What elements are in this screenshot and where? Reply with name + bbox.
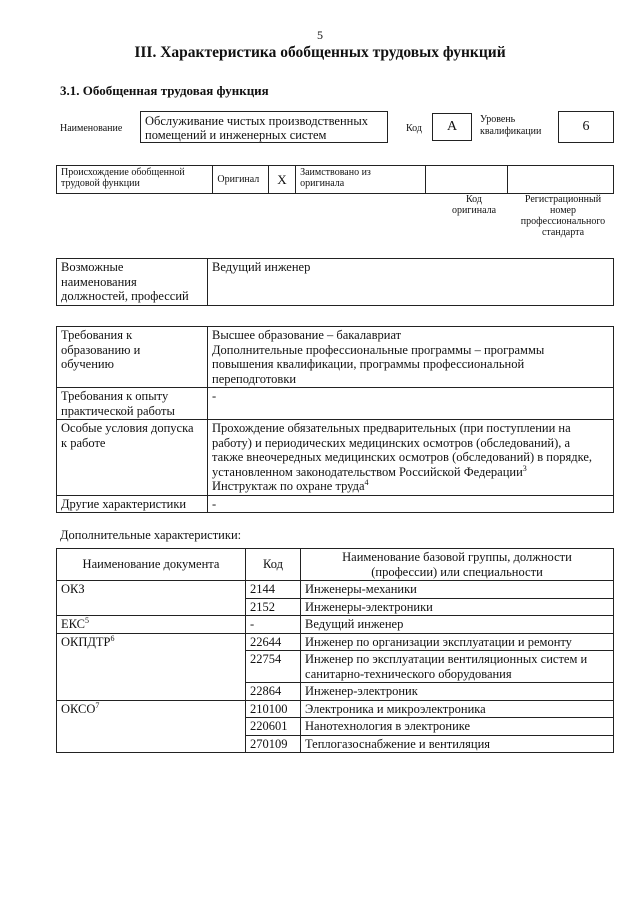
doc-footnote: 6 <box>110 633 115 643</box>
other-label: Другие характеристики <box>57 495 208 513</box>
footnote-4: 4 <box>364 477 369 487</box>
requirements-table <box>56 326 614 513</box>
experience-value: - <box>208 388 614 420</box>
level-value: 6 <box>582 119 590 134</box>
doc-name: ЕКС <box>61 617 85 631</box>
name-line1: Ведущий инженер <box>305 617 404 631</box>
name-cell <box>301 598 614 616</box>
doc-cell <box>57 633 246 700</box>
name-line1: Инженеры-механики <box>305 582 417 596</box>
reg-caption-line3: профессионального <box>520 216 606 227</box>
col-code-header: Код <box>246 549 301 581</box>
col-name-header <box>301 549 614 581</box>
reg-caption-line4: стандарта <box>541 227 585 238</box>
doc-cell <box>57 581 246 616</box>
name-line1: Инженеры-электроники <box>305 599 433 614</box>
experience-label-line1: Требования к опыту <box>61 389 169 403</box>
name-line1: Инженер по организации эксплуатации и ремонту <box>305 634 572 649</box>
code-original-caption-line2: оригинала <box>451 205 497 216</box>
origin-table <box>56 165 614 194</box>
original-label: Оригинал <box>213 166 268 194</box>
subsection-title: 3.1. Обобщенная трудовая функция <box>60 83 269 98</box>
experience-label-line2: практической работы <box>61 403 175 418</box>
code-cell: 2144 <box>246 581 301 599</box>
level-label-line1: Уровень <box>480 114 516 125</box>
conditions-label-line1: Особые условия допуска <box>61 421 194 435</box>
education-line1: Высшее образование – бакалавриат <box>212 328 402 342</box>
footnote-3: 3 <box>522 463 527 473</box>
education-label-line2: образованию и <box>61 342 141 357</box>
col-name-header-line2: (профессии) или специальности <box>371 564 543 579</box>
conditions-line2: работу) и периодических медицинских осмотров (обследований), а <box>212 435 571 450</box>
table-row <box>57 581 614 599</box>
code-value: А <box>446 119 458 134</box>
name-cell <box>301 718 614 736</box>
page-number: 5 <box>317 28 323 42</box>
conditions-line4-text: установленном законодательством Российской Федерации <box>212 464 523 479</box>
function-name-line1: Обслуживание чистых производственных <box>145 114 368 128</box>
conditions-line4 <box>212 465 609 480</box>
code-cell: 22864 <box>246 683 301 701</box>
code-cell: 210100 <box>246 700 301 718</box>
reg-caption-line2: номер <box>550 205 576 216</box>
conditions-line5 <box>212 479 609 494</box>
section-title: III. Характеристика обобщенных трудовых функций <box>134 44 506 61</box>
borrowed-line2: оригинала <box>300 178 345 189</box>
name-line1: Нанотехнология в электронике <box>305 719 471 733</box>
education-label-line3: обучению <box>61 357 114 371</box>
education-label-line1: Требования к <box>61 328 133 342</box>
origin-label-line2: трудовой функции <box>61 178 140 189</box>
name-cell <box>301 616 614 634</box>
reg-number-caption <box>510 194 616 238</box>
code-cell: 22754 <box>246 651 301 683</box>
positions-table <box>56 258 614 306</box>
name-line1: Теплогазоснабжение и вентиляция <box>305 736 491 751</box>
code-original-caption <box>436 194 512 216</box>
code-cell: 220601 <box>246 718 301 736</box>
origin-label-line1: Происхождение обобщенной <box>61 167 185 178</box>
level-box <box>558 111 614 143</box>
name-cell <box>301 633 614 651</box>
name-line1: Инженер по эксплуатации вентиляционных систем и <box>305 652 588 666</box>
name-label: Наименование <box>60 123 123 134</box>
borrowed-line1: Заимствовано из <box>300 167 371 178</box>
conditions-label-line2: к работе <box>61 435 106 450</box>
level-label-line2: квалификации <box>480 126 542 137</box>
doc-name: ОКСО <box>61 701 96 716</box>
function-name-line2: помещений и инженерных систем <box>145 128 327 142</box>
code-cell: 2152 <box>246 598 301 616</box>
code-label: Код <box>406 123 422 134</box>
education-line2: Дополнительные профессиональные программы – программы <box>212 342 545 357</box>
code-box <box>432 113 472 141</box>
conditions-line5-text: Инструктаж по охране труда <box>212 479 365 493</box>
name-line1: Электроника и микроэлектроника <box>305 701 486 716</box>
positions-label-line1: Возможные <box>61 260 124 274</box>
reg-caption-line1: Регистрационный <box>524 194 602 205</box>
doc-name: ОКПДТР <box>61 634 111 649</box>
conditions-line3: также внеочередных медицинских осмотров (обследований) в порядке, <box>212 450 593 464</box>
code-original-cell <box>426 166 508 194</box>
name-line1: Инженер-электроник <box>305 684 418 698</box>
education-line4: переподготовки <box>212 371 297 386</box>
table-row <box>57 633 614 651</box>
code-original-caption-line1: Код <box>466 194 482 205</box>
name-cell <box>301 700 614 718</box>
other-value: - <box>208 495 614 513</box>
code-cell: 270109 <box>246 735 301 753</box>
conditions-line1: Прохождение обязательных предварительных (при поступлении на <box>212 421 571 435</box>
positions-label-line2: наименования <box>61 274 137 289</box>
education-line3: повышения квалификации, программы профессиональной <box>212 357 525 371</box>
additional-heading: Дополнительные характеристики: <box>60 528 242 542</box>
name-cell <box>301 735 614 753</box>
table-row <box>57 616 614 634</box>
doc-cell <box>57 616 246 634</box>
table-row <box>57 700 614 718</box>
name-line2: санитарно-технического оборудования <box>305 666 512 681</box>
name-cell <box>301 683 614 701</box>
function-name-box <box>140 111 388 143</box>
doc-cell <box>57 700 246 753</box>
positions-label-line3: должностей, профессий <box>61 289 189 303</box>
positions-value: Ведущий инженер <box>208 259 614 306</box>
doc-footnote: 5 <box>85 615 89 625</box>
col-doc-header: Наименование документа <box>57 549 246 581</box>
name-cell <box>301 581 614 599</box>
name-cell <box>301 651 614 683</box>
col-name-header-line1: Наименование базовой группы, должности <box>342 550 572 564</box>
reg-number-cell <box>507 166 613 194</box>
doc-name: ОКЗ <box>61 582 85 596</box>
code-cell: - <box>246 616 301 634</box>
code-cell: 22644 <box>246 633 301 651</box>
doc-footnote: 7 <box>95 700 100 710</box>
original-mark: X <box>268 166 295 194</box>
additional-table <box>56 548 614 753</box>
